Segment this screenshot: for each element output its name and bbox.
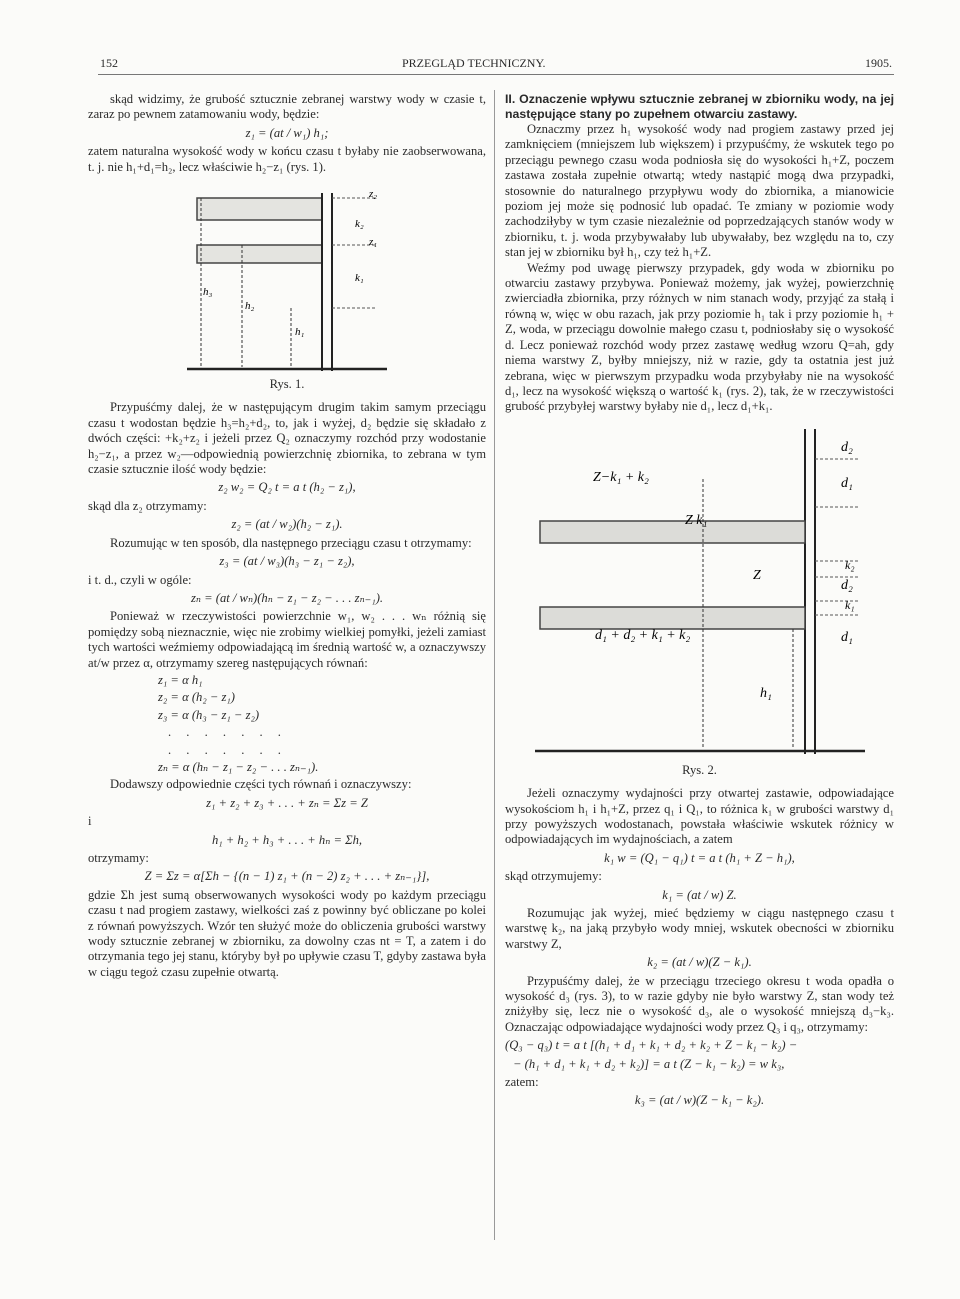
figure-1 <box>187 183 387 373</box>
hatched-layer-lower <box>540 607 805 629</box>
label-k1: k₁ <box>355 272 364 285</box>
equation: k₃ = (at / w)(Z − k₁ − k₂). <box>634 1093 765 1108</box>
label-k2: k₂ <box>355 218 364 231</box>
equation: zₙ = (at / wₙ)(hₙ − z₁ − z₂ − . . . zₙ₋₁). <box>190 590 384 605</box>
equation: z₂ = (at / w₂)(h₂ − z₁). <box>231 517 343 532</box>
equation: − (h₁ + d₁ + k₁ + d₂ + k₂)] = a t (Z − k₁ − k₂) = w k₃, <box>513 1056 785 1071</box>
equation: z₃ = α (h₃ − z₁ − z₂) <box>158 707 260 722</box>
paragraph: i t. d., czyli w ogóle: <box>88 572 192 587</box>
paragraph: Oznaczmy przez h₁ wysokość wody nad progiem zastawy przed jej zamknięciem (mniejszem lub większem) i przypuśćmy, że wskutek tego po przeciągu pewnego czasu woda podniosła się do wysokości h₁+Z, poczem zastawa została zupełnie otwartą; wtedy nastąpić mogą dwa przypadki, stosownie do naturalnego przypływu wody do zbiornika, a mianowicie poziom jej może się podnosić lub opadać. Te zmiany w poziomie wody zachodziłyby w tym czasie niezależnie od poprzedzających stanów wody w zbiorniku, t. j. woda przybywałaby lub ubywałaby, bez względu na to, czy stan jej w zbiorniku był h₁, czy też h₁+Z. <box>505 122 894 260</box>
label-d2: d₂ <box>840 577 853 593</box>
paragraph: zatem naturalna wysokość wody w końcu czasu t byłaby nie zaobserwowana, t. j. nie h₁+d₁=h₂, lecz właściwie h₂−z₁ (rys. 1). <box>88 144 486 174</box>
equation: k₁ w = (Q₁ − q₁) t = a t (h₁ + Z − h₁), <box>604 850 795 865</box>
equation: (Q₃ − q₃) t = a t [(h₁ + d₁ + k₁ + d₂ + k₂ + Z − k₁ − k₂) − <box>505 1038 798 1053</box>
label-z: Z <box>752 567 761 583</box>
paragraph: skąd widzimy, że grubość sztucznie zebranej warstwy wody w czasie t, zaraz po pewnem zatamowaniu wody, będzie: <box>88 92 486 122</box>
hatched-layer-upper <box>540 521 805 543</box>
label-h1: h₁ <box>759 685 772 701</box>
label-z-k1-k2: Z−k₁ + k₂ <box>592 469 649 485</box>
equation: h₁ + h₂ + h₃ + . . . + hₙ = Σh, <box>211 832 363 847</box>
column-divider <box>494 90 495 1240</box>
equation: z₂ w₂ = Q₂ t = a t (h₂ − z₁), <box>218 480 356 495</box>
equation: zₙ = α (hₙ − z₁ − z₂ − . . . zₙ₋₁). <box>158 759 319 774</box>
paragraph: otrzymamy: <box>88 851 149 865</box>
paragraph: zatem: <box>505 1075 539 1090</box>
paragraph: Weźmy pod uwagę pierwszy przypadek, gdy woda w zbiorniku po otwarciu zastawy przybywa. Ponieważ możemy, jak wyżej, powierzchnię zwierciadła zbiornika, przy różnych w nim stanach wody, przyjąć za stałą i równą w, więc w obu razach, jak przy poziomie h₁ tak i przy poziomie h₁ + Z, woda, w przeciągu dowolnie małego czasu t, podniosłaby się o wysokość d. Lecz ponieważ rozchód wody przez zastawę według wzoru Q=ah, gdy niema warstwy Z, byłby mniejszy, niż w razie, gdy ta ostatnia jest już zebrana, więc w pierwszym przypadku woda przybyłaby nie na wysokość d₁, lecz na wysokość większą o wartość k₁ (rys. 2), tak, że w rzeczywistości grubość przybyłej warstwy byłaby nie d₁, lecz d₁+k₁. <box>505 260 894 414</box>
paragraph: Przypuśćmy dalej, że w przeciągu trzeciego okresu t woda opadła o wysokość d₃ (rys. 3), to w razie gdyby nie było warstwy Z, stan wody też zniżyłby się, lecz nie o wysokość d₃, ale o wysokość mniejszą d₃−k₃. Oznaczając odpowiadające wydajności wody przez Q₃ i q₃, otrzymamy: <box>505 973 894 1034</box>
figure-caption: Rys. 1. <box>269 377 305 392</box>
paragraph: Dodawszy odpowiednie części tych równań i oznaczywszy: <box>110 777 412 792</box>
paragraph: skąd dla z₂ otrzymamy: <box>88 498 207 513</box>
label-h2: h₂ <box>245 300 255 313</box>
running-header <box>100 56 892 72</box>
label-z-k1: Z k₁ <box>684 512 707 528</box>
label-z2: z₂ <box>369 188 378 201</box>
label-h3: h₃ <box>203 286 213 299</box>
label-h1: h₁ <box>295 326 305 339</box>
left-column <box>88 92 486 980</box>
equation: z₂ = α (h₂ − z₁) <box>158 690 235 705</box>
year: 1905. <box>865 56 892 70</box>
paragraph: Ponieważ w rzeczywistości powierzchnie w₁, w₂ . . . wₙ różnią się pomiędzy sobą nieznacznie, więc nie zrobimy wielkiej pomyłki, jeżeli zamiast tych wartości weźmiemy odpowiadającą im średnią wartość w, a oznaczywszy at/w przez α, otrzymamy szereg następujących równań: <box>88 609 486 670</box>
paragraph: i <box>88 814 92 829</box>
label-d1: d₁ <box>840 475 853 491</box>
hatched-layer-upper <box>197 198 322 220</box>
figure-2 <box>535 429 865 759</box>
right-column <box>505 92 894 1112</box>
section-heading: II. Oznaczenie wpływu sztucznie zebranej w zbiorniku wody, na jej następujące stany po zupełnem otwarciu zastawy. <box>505 92 894 121</box>
header-rule <box>98 74 894 75</box>
paragraph: Rozumując jak wyżej, mieć będziemy w ciągu następnego czasu t warstwę k₂, na jaką przybyło wody mniej, wskutek obecności w zbiorniku warstwy Z, <box>505 905 894 951</box>
paragraph: Jeżeli oznaczymy wydajności przy otwartej zastawie, odpowiadające wysokościom h₁ i h₁+Z, przez q₁ i Q₁, to różnica k₁ w grubości warstwy d₁ przy powyższych wodostanach, powstała właściwie wskutek różnicy w odpowiadających im wydajnościach, a zatem <box>505 786 894 847</box>
figure-caption: Rys. 2. <box>682 762 717 777</box>
equation: Z = Σz = α[Σh − {(n − 1) z₁ + (n − 2) z₂ + . . . + zₙ₋₁}], <box>144 869 430 884</box>
label-z1: z₁ <box>369 236 378 249</box>
equation: k₁ = (at / w) Z. <box>662 887 737 902</box>
ellipsis-row: . . . . . . . <box>168 742 287 757</box>
hatched-layer-lower <box>197 245 322 263</box>
paragraph: Rozumując w ten sposób, dla następnego przeciągu czasu t otrzymamy: <box>110 535 472 550</box>
equation: z₁ = α h₁ <box>158 672 203 687</box>
ellipsis-row: . . . . . . . <box>168 725 287 740</box>
label-d2: d₂ <box>840 439 853 455</box>
paragraph: skąd otrzymujemy: <box>505 869 602 884</box>
label-k1: k₁ <box>844 597 854 612</box>
journal-title: PRZEGLĄD TECHNICZNY. <box>402 56 546 70</box>
page-number: 152 <box>100 56 118 70</box>
paragraph: Przypuśćmy dalej, że w następującym drugim takim samym przeciągu czasu t wodostan będzie h₃=h₂+d₂, to, jak i wyżej, d₂ będzie się składało z dwóch części: +k₂+z₂ i jeżeli przez Q₂ oznaczymy rozchód przy wodostanie h₂−z₁, a przez w₂—odpowiednią powierzchnię zbiornika, to zebrana w tym czasie sztucznie ilość wody będzie: <box>88 400 486 477</box>
equation: z₃ = (at / w₃)(h₃ − z₁ − z₂), <box>219 554 355 569</box>
equation: z₁ + z₂ + z₃ + . . . + zₙ = Σz = Z <box>206 795 368 810</box>
label-d1-bottom: d₁ <box>840 629 853 645</box>
equation: z₁ = (at / w₁) h₁; <box>245 125 329 140</box>
paragraph: gdzie Σh jest sumą obserwowanych wysokości wody po każdym przeciągu czasu t nad progiem zastawy, wielkości zaś z powinny być obliczane po kolei z równań powyższych. Wzór ten służyć może do obliczenia grubości warstwy wody sztucznie zebranej w zbiorniku, za dowolny czas nt = T, a zatem i do otrzymania tego jej stanu, któryby był po upływie czasu T, gdyby zastawa była w ciągu tegoż czasu zupełnie otwartą. <box>88 887 486 979</box>
equation: k₂ = (at / w)(Z − k₁). <box>647 955 752 970</box>
label-k2: k₂ <box>844 557 854 572</box>
label-sum: d₁ + d₂ + k₁ + k₂ <box>594 627 690 643</box>
